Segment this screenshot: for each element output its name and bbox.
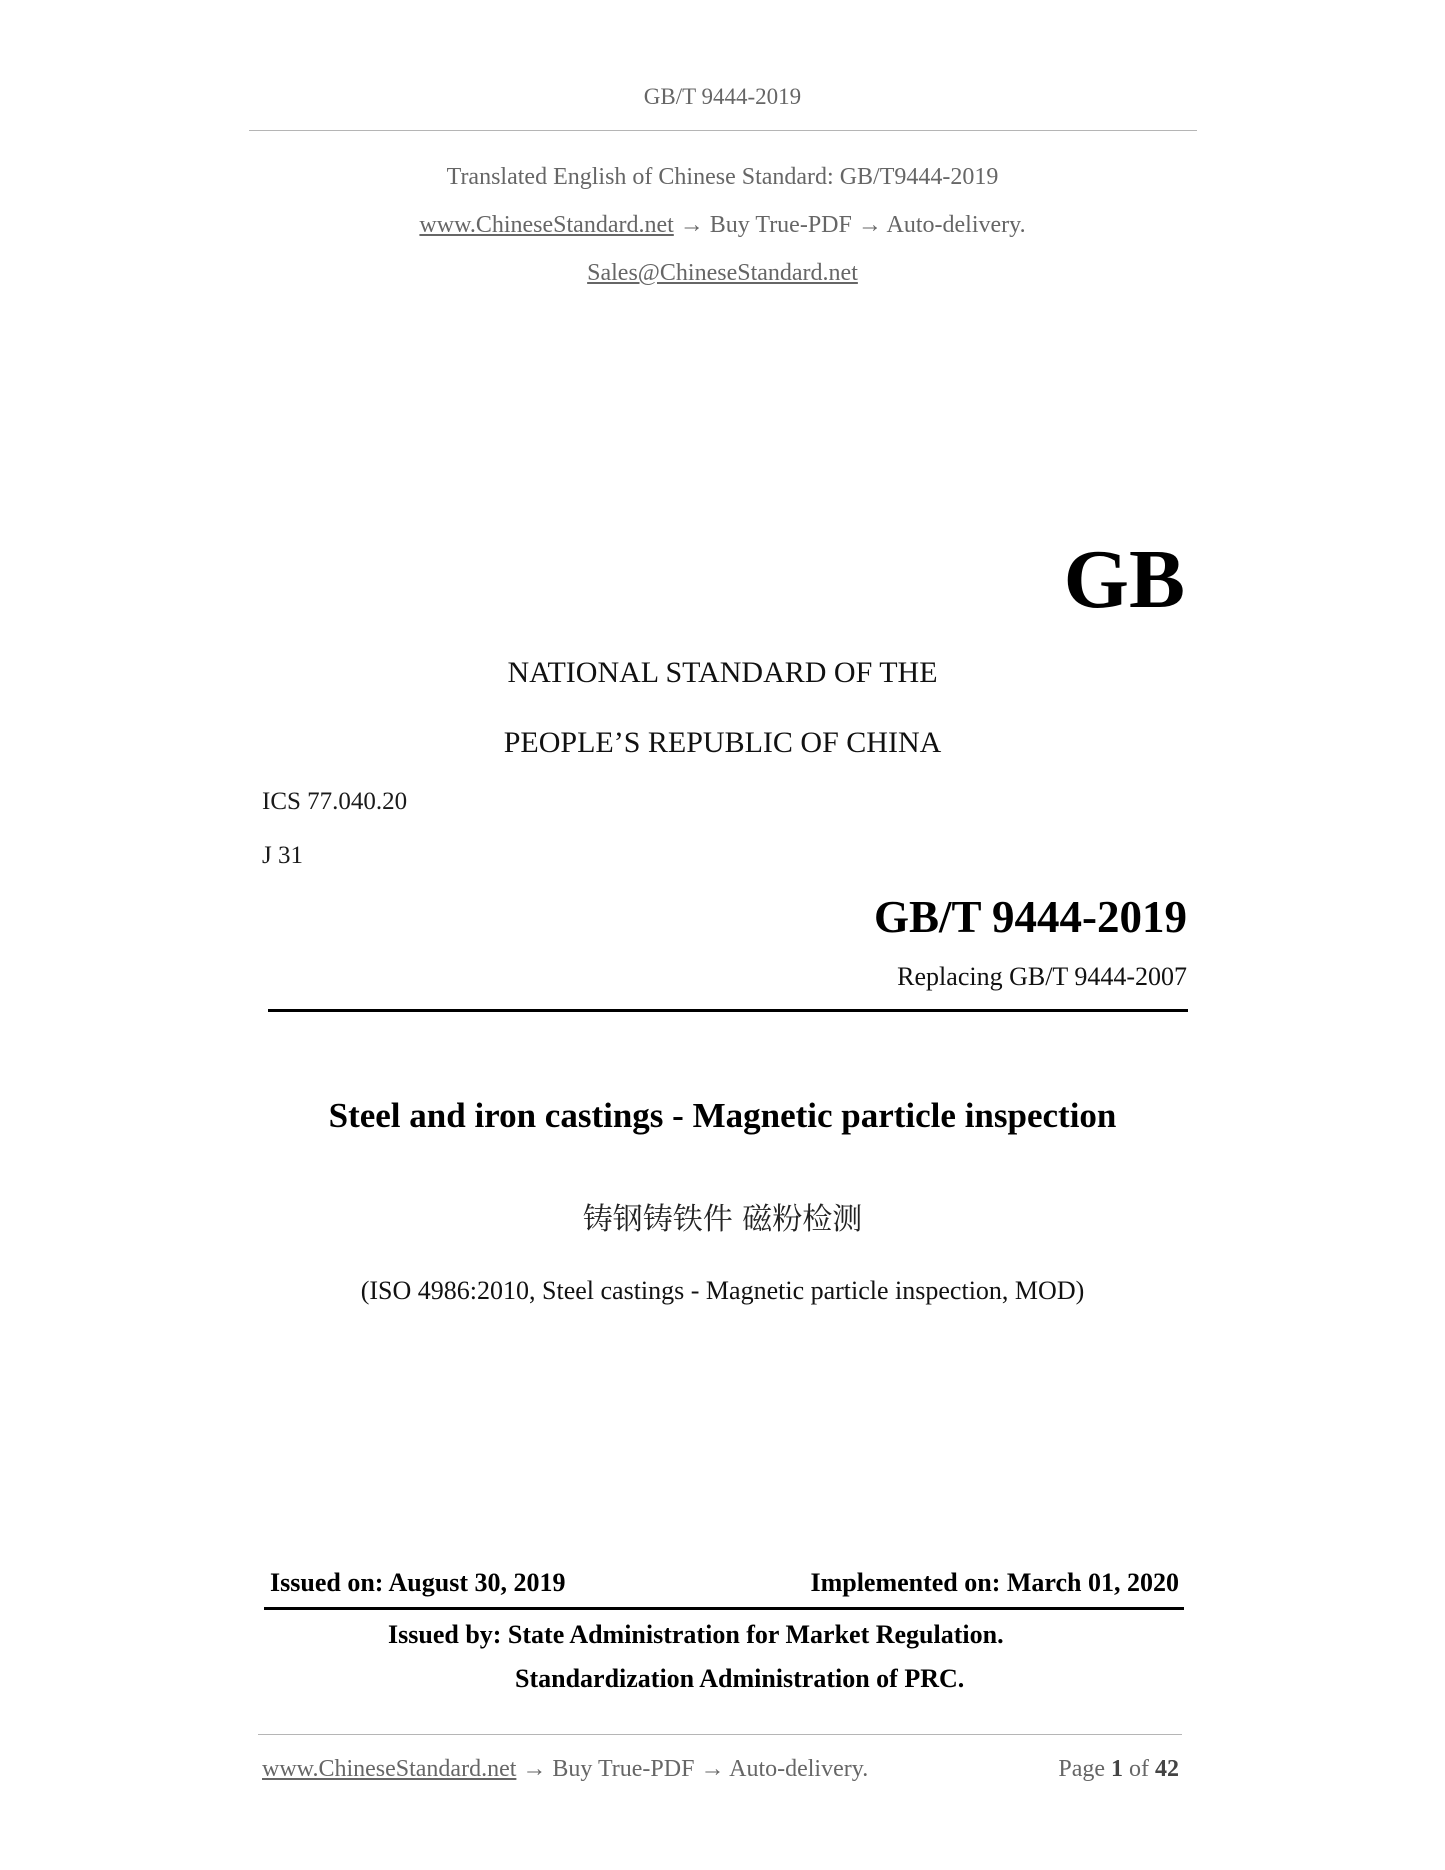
gb-mark: GB <box>1063 533 1185 626</box>
national-standard-line-2: PEOPLE’S REPUBLIC OF CHINA <box>503 726 942 759</box>
page-indicator <box>1058 1756 1179 1783</box>
page-label: Page <box>1058 1756 1105 1782</box>
ics-code: ICS 77.040.20 <box>262 788 408 815</box>
site-link[interactable]: www.ChineseStandard.net <box>419 212 674 238</box>
iso-reference: (ISO 4986:2010, Steel castings - Magnetic particle inspection, MOD) <box>360 1276 1085 1305</box>
footer-promo <box>262 1756 868 1783</box>
page-total: 42 <box>1155 1756 1179 1782</box>
issued-by-line-1: Issued by: State Administration for Market Regulation. <box>388 1620 1004 1649</box>
translation-notice: Translated English of Chinese Standard: GB/T9444-2019 <box>446 164 999 190</box>
dates-divider <box>264 1607 1184 1610</box>
issued-on-date: Issued on: August 30, 2019 <box>270 1568 566 1597</box>
email-link[interactable]: Sales@ChineseStandard.net <box>587 260 858 286</box>
footer-site-link[interactable]: www.ChineseStandard.net <box>262 1756 517 1782</box>
ccs-code: J 31 <box>262 842 303 869</box>
footer-divider <box>258 1734 1182 1735</box>
running-header: GB/T 9444-2019 <box>643 84 802 109</box>
issued-by-line-2: Standardization Administration of PRC. <box>515 1664 965 1693</box>
standard-number: GB/T 9444-2019 <box>874 892 1187 942</box>
implemented-on-date: Implemented on: March 01, 2020 <box>810 1568 1179 1597</box>
title-divider <box>268 1009 1188 1012</box>
buy-text: → Buy True-PDF → Auto-delivery. <box>673 212 1026 238</box>
title-chinese: 铸钢铸铁件 磁粉检测 <box>582 1202 863 1237</box>
footer-buy-text: → Buy True-PDF → Auto-delivery. <box>516 1756 869 1782</box>
national-standard-line-1: NATIONAL STANDARD OF THE <box>507 656 938 689</box>
page-of: of <box>1129 1756 1149 1782</box>
email-line <box>0 260 1445 287</box>
title-english: Steel and iron castings - Magnetic particle inspection <box>328 1096 1117 1135</box>
header-divider <box>249 130 1197 131</box>
replacing-note: Replacing GB/T 9444-2007 <box>897 962 1187 991</box>
page-current: 1 <box>1111 1756 1123 1782</box>
promo-line <box>0 212 1445 239</box>
